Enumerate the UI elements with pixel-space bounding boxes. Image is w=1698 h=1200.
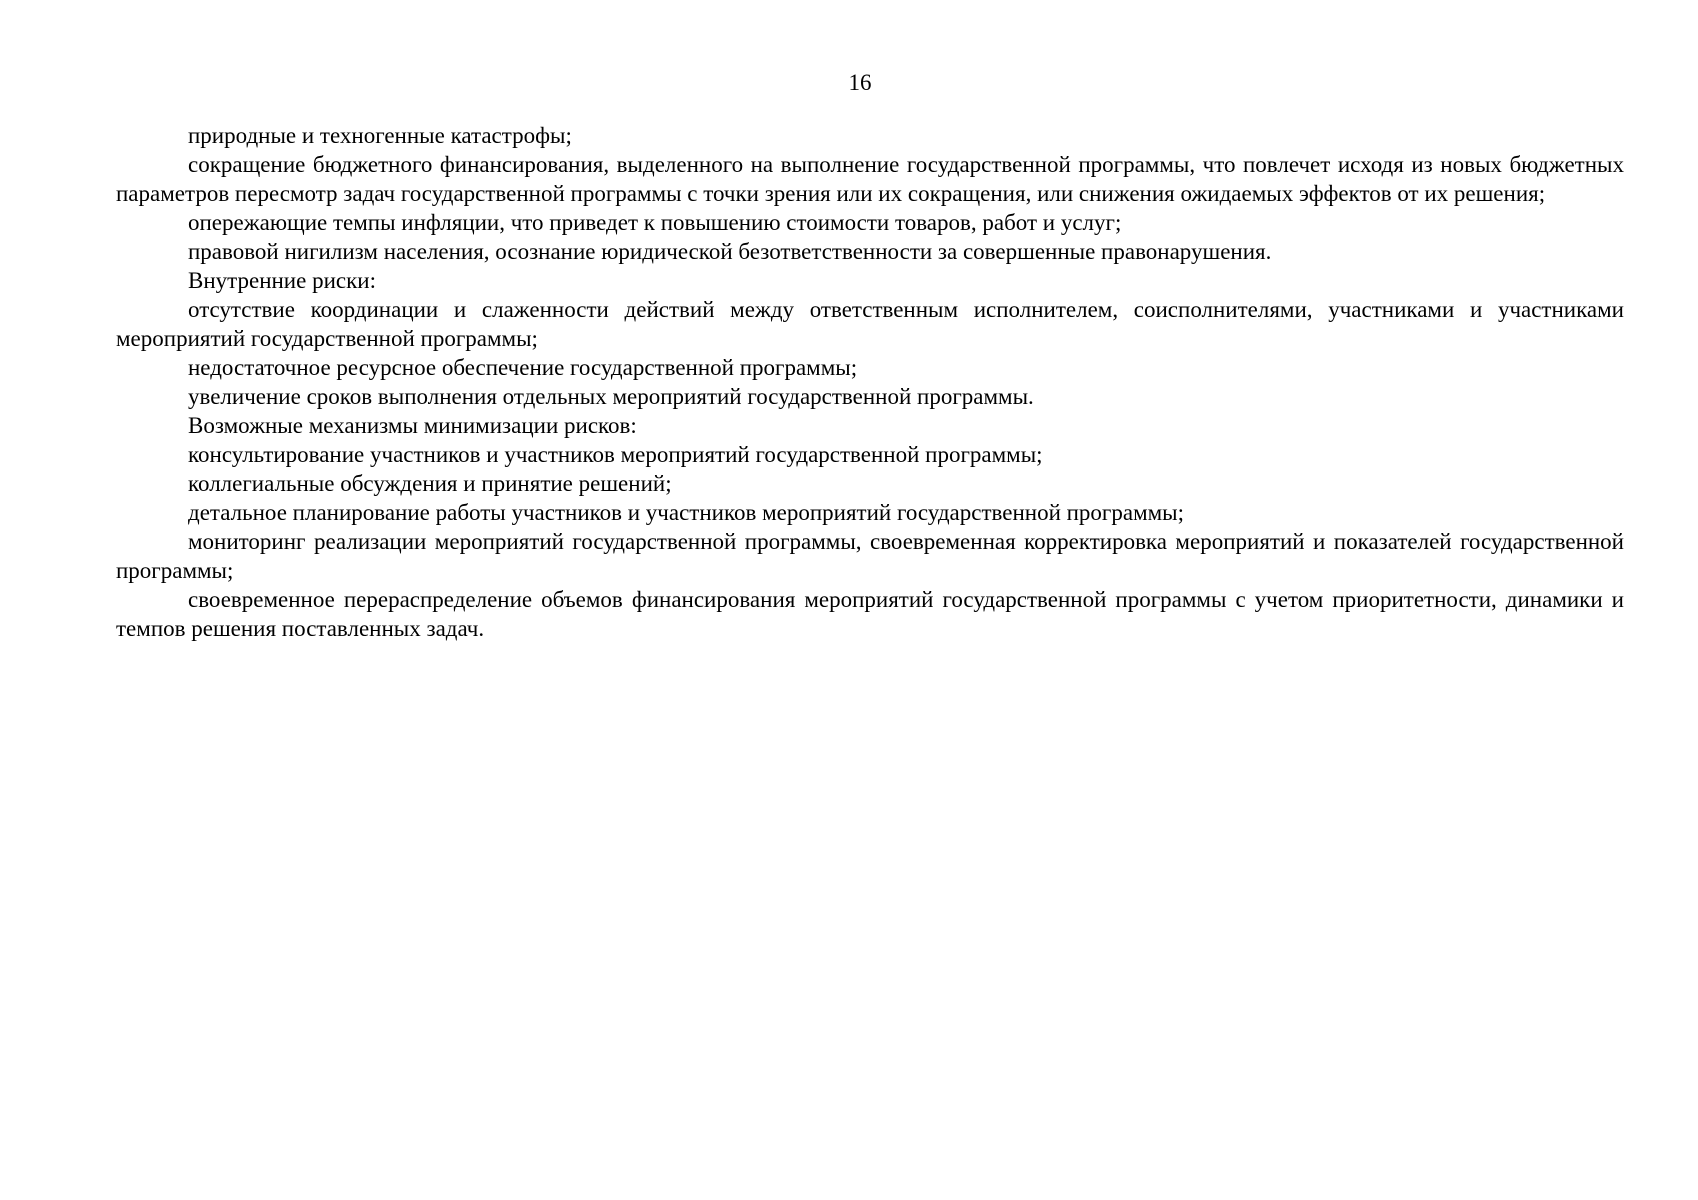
- paragraph-insufficient-resources: недостаточное ресурсное обеспечение государственной программы;: [188, 355, 858, 380]
- paragraph-deadline-increase: увеличение сроков выполнения отдельных мероприятий государственной программы.: [188, 384, 1034, 409]
- paragraph-inflation: опережающие темпы инфляции, что приведет к повышению стоимости товаров, работ и услуг;: [188, 210, 1122, 235]
- paragraph-natural-disasters: природные и техногенные катастрофы;: [188, 123, 572, 148]
- paragraph-mitigation-heading: Возможные механизмы минимизации рисков:: [188, 413, 637, 438]
- page-number: 16: [848, 70, 872, 95]
- paragraph-legal-nihilism: правовой нигилизм населения, осознание юридической безответственности за совершенные правонарушения.: [188, 239, 1272, 264]
- paragraph-monitoring: мониторинг реализации мероприятий государственной программы, своевременная корректировка мероприятий и показателей государственной программы;: [116, 529, 1624, 583]
- paragraph-collegial-discussion: коллегиальные обсуждения и принятие решений;: [188, 471, 672, 496]
- paragraph-internal-risks-heading: Внутренние риски:: [188, 268, 376, 293]
- paragraph-consulting: консультирование участников и участников мероприятий государственной программы;: [188, 442, 1043, 467]
- body-text: [116, 121, 1624, 643]
- paragraph-lack-of-coordination: отсутствие координации и слаженности действий между ответственным исполнителем, соисполнителями, участниками и участниками мероприятий государственной программы;: [116, 297, 1624, 351]
- paragraph-budget-reduction: сокращение бюджетного финансирования, выделенного на выполнение государственной программы, что повлечет исходя из новых бюджетных параметров пересмотр задач государственной программы с точки зрения или их сокращения, или снижения ожидаемых эффектов от их решения;: [116, 152, 1624, 206]
- paragraph-redistribution: своевременное перераспределение объемов финансирования мероприятий государственной программы с учетом приоритетности, динамики и темпов решения поставленных задач.: [116, 587, 1624, 641]
- paragraph-detailed-planning: детальное планирование работы участников и участников мероприятий государственной программы;: [188, 500, 1185, 525]
